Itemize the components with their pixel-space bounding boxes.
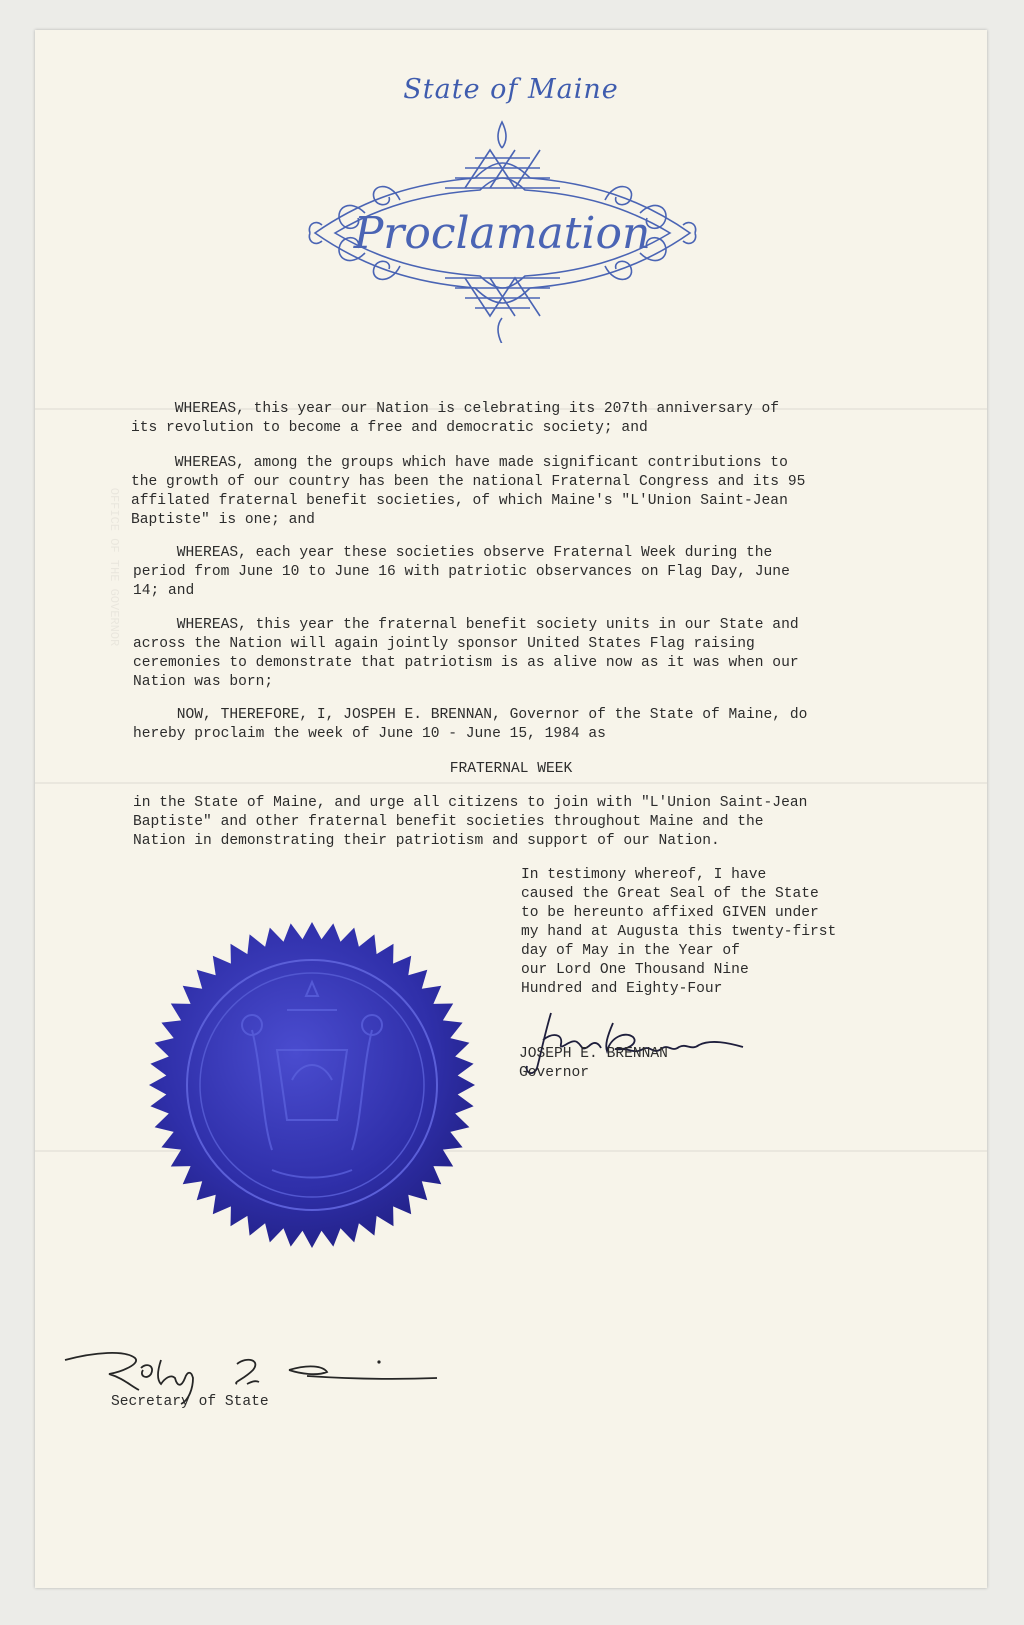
proclamation-cartouche	[305, 118, 700, 343]
testimony-paragraph: In testimony whereof, I have caused the Great Seal of the State to be hereunto affixed GIVEN under my hand at Augusta this twenty-first day of May in the Year of our Lord One Thousand Nine Hundred and Eighty-Four	[521, 867, 837, 997]
proclamation-document	[35, 30, 987, 1588]
fraternal-week-heading: FRATERNAL WEEK	[449, 761, 573, 777]
proclamation-title: Proclamation	[353, 208, 651, 259]
whereas-paragraph-3: WHEREAS, each year these societies observe Fraternal Week during the period from June 10 to June 16 with patriotic observances on Flag Day, June 14; and	[133, 545, 790, 599]
fold-line-middle	[35, 782, 987, 784]
seal-icon	[147, 920, 477, 1250]
secretary-title: Secretary of State	[111, 1394, 269, 1410]
closing-paragraph: in the State of Maine, and urge all citizens to join with "L'Union Saint-Jean Baptiste" and other fraternal benefit societies throughout Maine and the Nation in demonstrating their patriotism and support of our Nation.	[133, 795, 808, 849]
whereas-paragraph-4: WHEREAS, this year the fraternal benefit society units in our State and across the Nation will again jointly sponsor United States Flag raising ceremonies to demonstrate that patriotism is as alive now as it was when our Nation was born;	[133, 617, 799, 690]
whereas-paragraph-2: WHEREAS, among the groups which have made significant contributions to the growth of our country has been the national Fraternal Congress and its 95 affilated fraternal benefit societies, of which Maine's "L'Union Saint-Jean Baptiste" is one; and	[131, 455, 806, 528]
show-through-text: OFFICE OF THE GOVERNOR	[107, 487, 122, 647]
whereas-paragraph-1: WHEREAS, this year our Nation is celebrating its 207th anniversary of its revolution to become a free and democratic society; and	[131, 401, 780, 436]
state-title: State of Maine	[403, 74, 619, 105]
governor-title: Governor	[519, 1065, 590, 1081]
governor-name: JOSEPH E. BRENNAN	[519, 1046, 668, 1062]
therefore-paragraph: NOW, THEREFORE, I, JOSPEH E. BRENNAN, Governor of the State of Maine, do hereby proclaim the week of June 10 - June 15, 1984 as	[133, 707, 808, 742]
